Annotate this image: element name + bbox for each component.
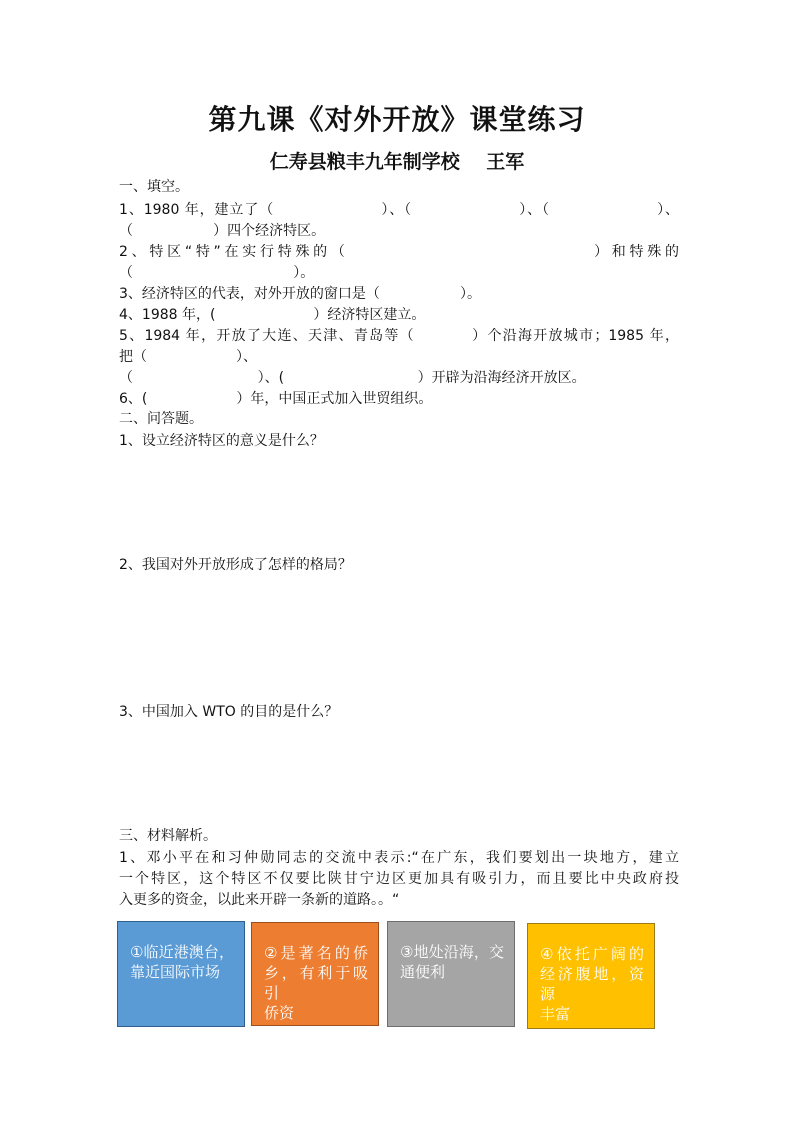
option-card-4-line1: ④依托广阔的 [540,945,644,963]
option-card-2 [251,922,379,1026]
material-q1-line2: 一个特区，这个特区不仅要比陕甘宁边区更加具有吸引力，而且要比中央政府投 [119,871,679,887]
qa-q2: 2、我国对外开放形成了怎样的格局？ [119,557,352,573]
option-card-4-line3: 丰富 [540,1005,571,1023]
section3-heading: 三、材料解析。 [119,828,217,844]
option-card-2-line1: ②是著名的侨 [264,944,368,962]
material-q1-line1: 1、邓小平在和习仲勋同志的交流中表示:“在广东，我们要划出一块地方，建立 [119,850,679,866]
option-card-1-line1: ①临近港澳台， [130,943,234,961]
option-card-2-line3: 侨资 [264,1004,295,1022]
page-subtitle: 仁寿县粮丰九年制学校 王军 [269,151,525,173]
fill-q1-line2: （ ）四个经济特区。 [119,223,326,239]
option-card-2-line2: 乡，有利于吸引 [264,964,368,1002]
option-card-4 [527,923,655,1029]
fill-q2-line2: （ ）。 [119,265,315,281]
fill-q1-line1: 1、1980 年，建立了（ ）、（ ）、（ ）、 [119,202,679,218]
fill-q2-line1: 2、特区“特”在实行特殊的（ ）和特殊的 [119,244,679,260]
material-q1-line3: 入更多的资金，以此来开辟一条新的道路。。“ [119,892,400,908]
option-card-3-line2: 通便利 [400,963,446,981]
fill-q5-line2: 把（ ）、 [119,349,258,365]
option-card-3 [387,921,515,1027]
fill-q4: 4、1988 年，( ）经济特区建立。 [119,307,426,323]
fill-q5-line3: （ ）、( ）开辟为沿海经济开放区。 [119,370,586,386]
option-card-3-line1: ③地处沿海，交 [400,943,504,961]
fill-q3: 3、经济特区的代表，对外开放的窗口是（ ）。 [119,286,482,302]
section1-heading: 一、填空。 [119,179,189,195]
page-title: 第九课《对外开放》课堂练习 [208,103,586,136]
option-card-1 [117,921,245,1027]
fill-q5-line1: 5、1984 年，开放了大连、天津、青岛等（ ）个沿海开放城市；1985 年， [119,328,679,344]
section2-heading: 二、问答题。 [119,411,203,427]
option-card-1-line2: 靠近国际市场 [130,963,221,981]
qa-q1: 1、设立经济特区的意义是什么？ [119,433,324,449]
fill-q6: 6、( ）年，中国正式加入世贸组织。 [119,391,433,407]
qa-q3: 3、中国加入 WTO 的目的是什么？ [119,704,339,720]
option-card-4-line2: 经济腹地，资源 [540,965,644,1003]
